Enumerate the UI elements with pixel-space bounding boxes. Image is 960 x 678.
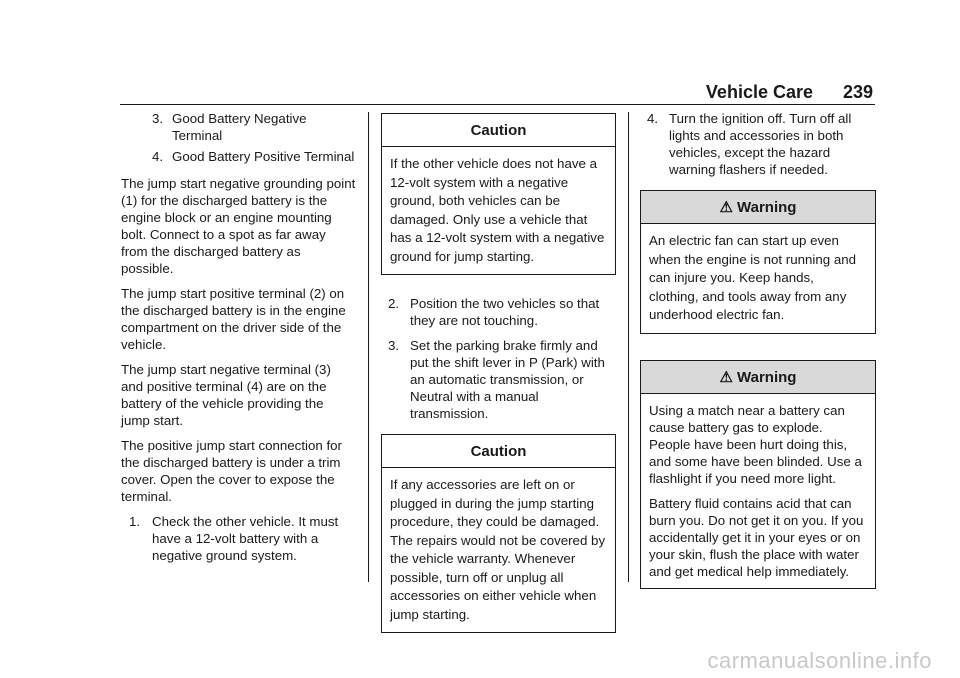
column-2 [381, 113, 616, 633]
column-divider-left [368, 112, 369, 582]
warning-title: Warning [737, 199, 797, 216]
list-item: 3. Good Battery Negative Terminal [152, 111, 307, 143]
column-3 [640, 110, 876, 589]
warning-icon: ⚠ [719, 199, 733, 216]
list-item: 4. Good Battery Positive Terminal [152, 149, 355, 164]
column-divider-right [628, 112, 629, 582]
warning-box-fan [640, 190, 876, 334]
page-header [120, 80, 875, 105]
warning-body-acid: Battery fluid contains acid that can burn you. Do not get it on you. If you accidentally get it in your eyes or on your skin, flush the place with water and get medical help immediately. [649, 495, 864, 579]
caution-box-12v [381, 113, 616, 275]
caution-title: Caution [382, 435, 615, 468]
caution-box-accessories [381, 434, 616, 633]
warning-box-battery [640, 360, 876, 589]
step-3: 3. Set the parking brake firmly and put the shift lever in P (Park) with an automatic transmission, or Neutral with a manual transmission. [388, 338, 605, 421]
step-4: 4. Turn the ignition off. Turn off all lights and accessories in both vehicles, except the hazard warning flashers if needed. [647, 111, 852, 177]
warning-body: An electric fan can start up even when the engine is not running and can injure you. Keep hands, clothing, and tools away from any underhood electric fan. [649, 233, 856, 322]
warning-body-gas: Using a match near a battery can cause battery gas to explode. People have been hurt doing this, and some have been blinded. Use a flashlight if you need more light. [649, 402, 862, 486]
caution-body: If the other vehicle does not have a 12-volt system with a negative ground, both vehicles can be damaged. Only use a vehicle that has a 12-volt system with a negative ground for jump starting. [390, 156, 605, 264]
step-1: 1. Check the other vehicle. It must have a 12-volt battery with a negative ground system. [129, 514, 339, 563]
paragraph-grounding-point: The jump start negative grounding point (1) for the discharged battery is the engine block or an engine mounting bolt. Connect to a spot as far away from the discharged battery as possible. [121, 176, 356, 276]
caution-body: If any accessories are left on or plugged in during the jump starting procedure, they could be damaged. The repairs would not be covered by the vehicle warranty. Whenever possible, turn off or unplug all accessories on either vehicle when jump starting. [390, 477, 606, 622]
page-number: 239 [842, 82, 873, 102]
caution-title: Caution [382, 114, 615, 147]
warning-title: Warning [737, 368, 797, 386]
paragraph-trim-cover: The positive jump start connection for the discharged battery is under a trim cover. Open the cover to expose the terminal. [121, 438, 342, 504]
watermark: carmanualsonline.info [707, 648, 932, 673]
paragraph-terminals-3-4: The jump start negative terminal (3) and positive terminal (4) are on the battery of the vehicle providing the jump start. [121, 362, 331, 428]
step-2: 2. Position the two vehicles so that they are not touching. [388, 296, 600, 328]
warning-icon: ⚠ [719, 368, 733, 386]
column-1 [121, 110, 356, 572]
paragraph-positive-terminal: The jump start positive terminal (2) on the discharged battery is in the engine compartment on the driver side of the vehicle. [121, 286, 346, 352]
section-title: Vehicle Care [705, 82, 813, 102]
